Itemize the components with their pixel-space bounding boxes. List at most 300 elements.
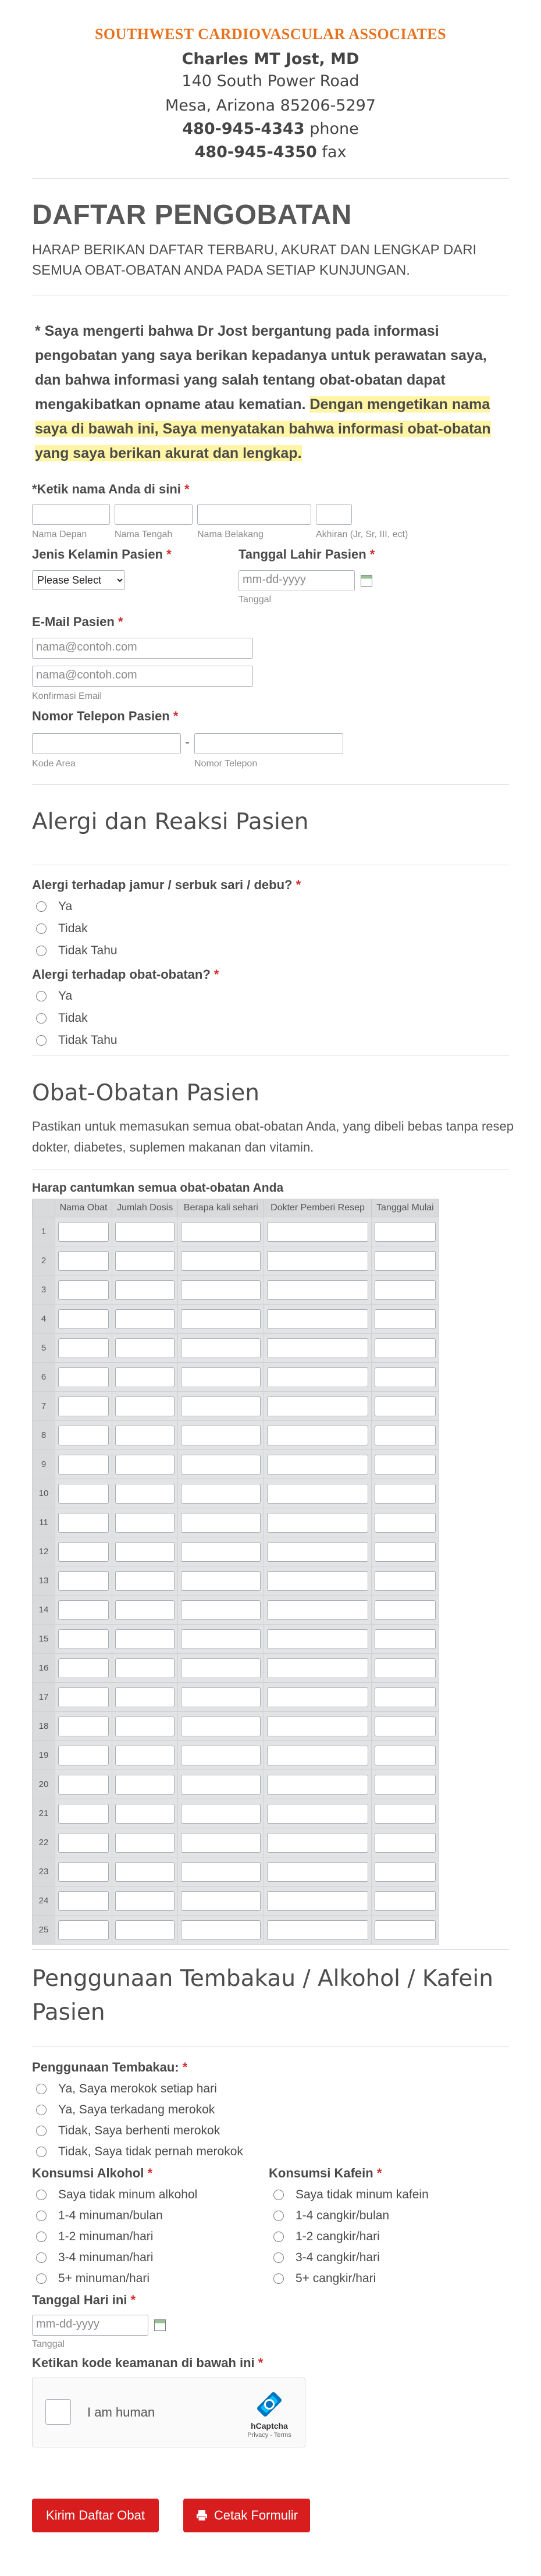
table-body — [33, 1217, 439, 1945]
table-cell — [112, 1857, 178, 1886]
row-number: 10 — [33, 1479, 55, 1508]
medication-cell-input[interactable] — [267, 1804, 368, 1824]
medication-cell-input[interactable] — [375, 1222, 436, 1242]
radio-circle[interactable] — [36, 2252, 47, 2263]
table-cell — [55, 1712, 112, 1741]
table-cell — [371, 1625, 439, 1654]
option-label: Ya — [58, 989, 73, 1003]
row-number: 22 — [33, 1828, 55, 1857]
medication-cell-input[interactable] — [375, 1367, 436, 1387]
row-number: 4 — [33, 1305, 55, 1334]
table-cell — [371, 1421, 439, 1450]
medication-cell-input[interactable] — [375, 1397, 436, 1416]
medication-cell-input[interactable] — [375, 1862, 436, 1882]
phone-number-sublabel: Nomor Telepon — [194, 759, 258, 769]
caffeine-label-text: Konsumsi Kafein — [269, 2166, 373, 2180]
medication-cell-input[interactable] — [181, 1367, 261, 1387]
table-cell — [112, 1275, 178, 1305]
medication-cell-input[interactable] — [267, 1251, 368, 1271]
alcohol-option[interactable] — [36, 2251, 153, 2265]
medication-cell-input[interactable] — [375, 1513, 436, 1533]
medication-cell-input[interactable] — [58, 1629, 109, 1649]
medication-cell-input[interactable] — [58, 1397, 109, 1416]
medication-cell-input[interactable] — [115, 1338, 175, 1358]
middle-name-input[interactable] — [115, 504, 193, 525]
required-asterisk: * — [213, 967, 219, 982]
table-row — [33, 1625, 439, 1654]
table-cell — [371, 1392, 439, 1421]
gender-label — [32, 547, 172, 562]
medication-cell-input[interactable] — [181, 1600, 261, 1620]
medication-cell-input[interactable] — [181, 1426, 261, 1445]
table-row — [33, 1596, 439, 1625]
medication-cell-input[interactable] — [58, 1309, 109, 1329]
divider — [32, 784, 509, 785]
consent-statement — [35, 319, 500, 466]
medication-cell-input[interactable] — [181, 1804, 261, 1824]
medication-cell-input[interactable] — [58, 1891, 109, 1911]
radio-circle[interactable] — [273, 2273, 284, 2284]
table-cell — [112, 1625, 178, 1654]
table-cell — [178, 1625, 264, 1654]
meds-section-title: Obat-Obatan Pasien — [32, 1080, 259, 1106]
option-label: Tidak — [58, 922, 88, 935]
calendar-icon[interactable] — [361, 575, 372, 587]
print-icon — [195, 2509, 208, 2522]
radio-circle[interactable] — [273, 2211, 284, 2221]
radio-circle[interactable] — [273, 2232, 284, 2242]
radio-circle[interactable] — [36, 923, 47, 934]
medication-cell-input[interactable] — [375, 1746, 436, 1765]
captcha-checkbox[interactable] — [45, 2399, 71, 2425]
page-title: DAFTAR PENGOBATAN — [32, 200, 352, 230]
table-cell — [55, 1625, 112, 1654]
medication-cell-input[interactable] — [181, 1280, 261, 1300]
medication-cell-input[interactable] — [181, 1222, 261, 1242]
table-cell — [264, 1363, 371, 1392]
medication-cell-input[interactable] — [58, 1367, 109, 1387]
table-cell — [178, 1246, 264, 1275]
medication-cell-input[interactable] — [375, 1775, 436, 1795]
caffeine-option[interactable] — [273, 2272, 376, 2286]
medication-cell-input[interactable] — [181, 1571, 261, 1591]
medication-cell-input[interactable] — [115, 1862, 175, 1882]
medication-cell-input[interactable] — [58, 1484, 109, 1504]
table-cell — [264, 1712, 371, 1741]
medication-cell-input[interactable] — [181, 1309, 261, 1329]
option-label: 5+ cangkir/hari — [296, 2272, 376, 2285]
option-label: Saya tidak minum kafein — [296, 2188, 429, 2201]
medication-cell-input[interactable] — [375, 1251, 436, 1271]
medication-cell-input[interactable] — [267, 1280, 368, 1300]
medication-cell-input[interactable] — [375, 1687, 436, 1707]
medication-cell-input[interactable] — [375, 1542, 436, 1562]
medication-cell-input[interactable] — [181, 1658, 261, 1678]
allergy-drug-option-unknown[interactable] — [36, 1033, 118, 1047]
table-cell — [264, 1654, 371, 1683]
radio-circle[interactable] — [36, 2211, 47, 2221]
table-cell — [112, 1537, 178, 1566]
allergy-env-option-unknown[interactable] — [36, 944, 118, 958]
address-line-2: Mesa, Arizona 85206-5297 — [165, 97, 376, 115]
row-number: 16 — [33, 1654, 55, 1683]
table-cell — [178, 1537, 264, 1566]
allergy-env-option-yes[interactable] — [36, 900, 72, 914]
medication-cell-input[interactable] — [58, 1542, 109, 1562]
option-label: Tidak Tahu — [58, 944, 118, 957]
medication-cell-input[interactable] — [58, 1833, 109, 1853]
column-header: Berapa kali sehari — [178, 1199, 264, 1217]
medication-cell-input[interactable] — [58, 1600, 109, 1620]
medication-cell-input[interactable] — [115, 1367, 175, 1387]
medication-cell-input[interactable] — [267, 1222, 368, 1242]
table-cell — [371, 1741, 439, 1770]
table-cell — [178, 1363, 264, 1392]
medication-cell-input[interactable] — [375, 1309, 436, 1329]
medication-cell-input[interactable] — [115, 1891, 175, 1911]
medication-cell-input[interactable] — [115, 1571, 175, 1591]
required-asterisk: * — [376, 2166, 382, 2180]
medication-cell-input[interactable] — [58, 1687, 109, 1707]
medication-cell-input[interactable] — [267, 1338, 368, 1358]
medication-cell-input[interactable] — [58, 1775, 109, 1795]
medication-cell-input[interactable] — [267, 1891, 368, 1911]
medication-cell-input[interactable] — [115, 1600, 175, 1620]
table-cell — [264, 1508, 371, 1537]
table-cell — [112, 1916, 178, 1945]
medication-cell-input[interactable] — [58, 1571, 109, 1591]
medication-cell-input[interactable] — [115, 1484, 175, 1504]
medication-cell-input[interactable] — [375, 1920, 436, 1940]
medication-cell-input[interactable] — [58, 1222, 109, 1242]
medication-cell-input[interactable] — [115, 1833, 175, 1853]
doctor-name: Charles MT Jost, MD — [181, 50, 360, 68]
medication-cell-input[interactable] — [58, 1862, 109, 1882]
medication-cell-input[interactable] — [181, 1687, 261, 1707]
medication-cell-input[interactable] — [181, 1542, 261, 1562]
medication-cell-input[interactable] — [115, 1717, 175, 1736]
phone-label: phone — [309, 120, 359, 138]
required-asterisk: * — [173, 709, 179, 723]
table-cell — [371, 1537, 439, 1566]
medication-cell-input[interactable] — [375, 1717, 436, 1736]
table-cell — [264, 1828, 371, 1857]
email-confirm-input[interactable]: nama@contoh.com — [32, 666, 253, 687]
tobacco-option[interactable] — [36, 2103, 215, 2117]
table-cell — [371, 1217, 439, 1246]
medication-cell-input[interactable] — [58, 1658, 109, 1678]
medication-cell-input[interactable] — [115, 1309, 175, 1329]
medication-cell-input[interactable] — [181, 1455, 261, 1474]
medication-cell-input[interactable] — [181, 1717, 261, 1736]
allergy-section-title: Alergi dan Reaksi Pasien — [32, 809, 309, 835]
medication-cell-input[interactable] — [181, 1862, 261, 1882]
table-cell — [178, 1421, 264, 1450]
calendar-icon[interactable] — [154, 2319, 166, 2331]
medication-cell-input[interactable] — [375, 1658, 436, 1678]
medication-cell-input[interactable] — [375, 1571, 436, 1591]
meds-description: Pastikan untuk memasukan semua obat-obatan Anda, yang dibeli bebas tanpa resep dokter, diabetes, suplemen makanan dan vitamin. — [32, 1119, 514, 1154]
radio-circle[interactable] — [36, 2273, 47, 2284]
row-number: 1 — [33, 1217, 55, 1246]
table-cell — [55, 1392, 112, 1421]
medication-cell-input[interactable] — [267, 1687, 368, 1707]
medication-cell-input[interactable] — [58, 1426, 109, 1445]
table-cell — [55, 1886, 112, 1916]
medication-cell-input[interactable] — [267, 1309, 368, 1329]
table-cell — [112, 1683, 178, 1712]
table-row — [33, 1916, 439, 1945]
radio-circle[interactable] — [273, 2252, 284, 2263]
medication-cell-input[interactable] — [58, 1338, 109, 1358]
radio-circle[interactable] — [36, 901, 47, 912]
medication-cell-input[interactable] — [115, 1687, 175, 1707]
radio-circle[interactable] — [36, 946, 47, 956]
table-cell — [178, 1479, 264, 1508]
print-button[interactable] — [183, 2499, 310, 2532]
fax-label: fax — [322, 143, 347, 161]
option-label: Ya — [58, 900, 73, 913]
dob-label — [239, 547, 375, 562]
table-cell — [264, 1450, 371, 1479]
suffix-sublabel: Akhiran (Jr, Sr, III, ect) — [316, 530, 408, 539]
table-cell — [264, 1537, 371, 1566]
medication-cell-input[interactable] — [58, 1717, 109, 1736]
tobacco-label-text: Penggunaan Tembakau: — [32, 2060, 179, 2074]
medication-cell-input[interactable] — [375, 1600, 436, 1620]
caffeine-option[interactable] — [273, 2251, 380, 2265]
row-number-header — [33, 1199, 55, 1217]
medication-cell-input[interactable] — [115, 1426, 175, 1445]
table-cell — [55, 1421, 112, 1450]
medication-cell-input[interactable] — [375, 1338, 436, 1358]
row-number: 6 — [33, 1363, 55, 1392]
table-cell — [264, 1305, 371, 1334]
hcaptcha-links[interactable]: Privacy - Terms — [247, 2432, 291, 2439]
row-number: 9 — [33, 1450, 55, 1479]
medication-cell-input[interactable] — [375, 1484, 436, 1504]
medication-cell-input[interactable] — [181, 1513, 261, 1533]
phone-number-input[interactable] — [194, 733, 343, 754]
table-cell — [371, 1363, 439, 1392]
hcaptcha-brand: hCaptcha — [251, 2421, 288, 2431]
table-cell — [264, 1392, 371, 1421]
caffeine-label — [269, 2166, 382, 2181]
area-code-input[interactable] — [32, 733, 181, 754]
medication-cell-input[interactable] — [267, 1629, 368, 1649]
medication-cell-input[interactable] — [267, 1746, 368, 1765]
medication-cell-input[interactable] — [115, 1222, 175, 1242]
medication-cell-input[interactable] — [267, 1513, 368, 1533]
row-number: 17 — [33, 1683, 55, 1712]
phone-label — [32, 709, 178, 724]
dob-label-text: Tanggal Lahir Pasien — [239, 547, 366, 562]
medication-cell-input[interactable] — [115, 1629, 175, 1649]
medication-cell-input[interactable] — [375, 1455, 436, 1474]
required-asterisk: * — [118, 614, 123, 629]
medication-cell-input[interactable] — [375, 1426, 436, 1445]
medication-cell-input[interactable] — [58, 1513, 109, 1533]
option-label: Ya, Saya terkadang merokok — [58, 2103, 215, 2116]
table-cell — [178, 1857, 264, 1886]
alcohol-option[interactable] — [36, 2230, 153, 2244]
divider — [32, 178, 509, 179]
medication-cell-input[interactable] — [115, 1251, 175, 1271]
gender-label-text: Jenis Kelamin Pasien — [32, 547, 163, 562]
medication-cell-input[interactable] — [115, 1513, 175, 1533]
page-subtitle: HARAP BERIKAN DAFTAR TERBARU, AKURAT DAN LENGKAP DARI SEMUA OBAT-OBATAN ANDA PADA SETIAP KUNJUNGAN. — [32, 242, 477, 278]
radio-circle[interactable] — [36, 1013, 47, 1024]
tobacco-option[interactable] — [36, 2124, 220, 2138]
medication-cell-input[interactable] — [181, 1251, 261, 1271]
today-date-input[interactable]: mm-dd-yyyy — [32, 2315, 148, 2336]
table-row — [33, 1886, 439, 1916]
radio-circle[interactable] — [36, 1035, 47, 1046]
allergy-environment-label — [32, 877, 301, 893]
practice-name: SOUTHWEST CARDIOVASCULAR ASSOCIATES — [94, 26, 447, 42]
medication-cell-input[interactable] — [267, 1717, 368, 1736]
medication-cell-input[interactable] — [58, 1746, 109, 1765]
alcohol-option[interactable] — [36, 2209, 163, 2223]
allergy-drug-option-yes[interactable] — [36, 989, 72, 1003]
required-asterisk: * — [147, 2166, 152, 2180]
table-header-row — [33, 1199, 439, 1217]
table-cell — [55, 1596, 112, 1625]
table-cell — [55, 1275, 112, 1305]
last-name-input[interactable] — [197, 504, 311, 525]
medication-cell-input[interactable] — [58, 1455, 109, 1474]
table-cell — [371, 1770, 439, 1799]
option-label: 3-4 cangkir/hari — [296, 2251, 380, 2264]
alcohol-option[interactable] — [36, 2272, 150, 2286]
radio-circle[interactable] — [273, 2190, 284, 2200]
medication-cell-input[interactable] — [267, 1833, 368, 1853]
radio-circle[interactable] — [36, 2084, 47, 2094]
allergy-drug-option-no[interactable] — [36, 1011, 88, 1025]
medication-cell-input[interactable] — [115, 1658, 175, 1678]
medication-cell-input[interactable] — [267, 1920, 368, 1940]
medication-cell-input[interactable] — [267, 1600, 368, 1620]
tobacco-option[interactable] — [36, 2145, 243, 2159]
caffeine-option[interactable] — [273, 2209, 389, 2223]
medication-cell-input[interactable] — [267, 1775, 368, 1795]
table-cell — [55, 1305, 112, 1334]
alcohol-label — [32, 2166, 152, 2181]
medication-cell-input[interactable] — [181, 1338, 261, 1358]
medication-cell-input[interactable] — [115, 1397, 175, 1416]
table-row — [33, 1712, 439, 1741]
radio-circle[interactable] — [36, 2105, 47, 2115]
medication-cell-input[interactable] — [267, 1658, 368, 1678]
medication-cell-input[interactable] — [115, 1804, 175, 1824]
option-label: Tidak — [58, 1011, 88, 1025]
table-cell — [112, 1828, 178, 1857]
radio-circle[interactable] — [36, 2126, 47, 2136]
table-cell — [264, 1625, 371, 1654]
caffeine-option[interactable] — [273, 2230, 380, 2244]
tobacco-option[interactable] — [36, 2082, 217, 2096]
phone-line — [0, 120, 541, 138]
table-cell — [178, 1508, 264, 1537]
medication-cell-input[interactable] — [115, 1280, 175, 1300]
medication-cell-input[interactable] — [181, 1629, 261, 1649]
medication-cell-input[interactable] — [375, 1891, 436, 1911]
medication-cell-input[interactable] — [267, 1571, 368, 1591]
medication-cell-input[interactable] — [58, 1251, 109, 1271]
practice-fax: 480-945-4350 — [194, 143, 317, 161]
medication-cell-input[interactable] — [58, 1920, 109, 1940]
medication-cell-input[interactable] — [181, 1397, 261, 1416]
medication-cell-input[interactable] — [58, 1280, 109, 1300]
table-cell — [178, 1217, 264, 1246]
fax-line — [0, 143, 541, 161]
table-cell — [371, 1566, 439, 1596]
medication-cell-input[interactable] — [267, 1455, 368, 1474]
first-name-input[interactable] — [32, 504, 110, 525]
table-row — [33, 1799, 439, 1828]
table-cell — [371, 1275, 439, 1305]
radio-circle[interactable] — [36, 991, 47, 1001]
medication-cell-input[interactable] — [181, 1891, 261, 1911]
print-button-label: Cetak Formulir — [213, 2508, 298, 2522]
table-cell — [112, 1217, 178, 1246]
caffeine-option[interactable] — [273, 2188, 429, 2202]
medication-cell-input[interactable] — [181, 1484, 261, 1504]
alcohol-option[interactable] — [36, 2188, 197, 2202]
table-cell — [178, 1392, 264, 1421]
medication-cell-input[interactable] — [267, 1367, 368, 1387]
medication-cell-input[interactable] — [375, 1280, 436, 1300]
table-row — [33, 1421, 439, 1450]
table-cell — [112, 1246, 178, 1275]
table-cell — [264, 1741, 371, 1770]
radio-circle[interactable] — [36, 2232, 47, 2242]
medication-cell-input[interactable] — [115, 1775, 175, 1795]
medication-cell-input[interactable] — [375, 1629, 436, 1649]
medication-cell-input[interactable] — [267, 1484, 368, 1504]
row-number: 3 — [33, 1275, 55, 1305]
medication-cell-input[interactable] — [181, 1775, 261, 1795]
allergy-env-option-no[interactable] — [36, 922, 88, 936]
medication-cell-input[interactable] — [181, 1746, 261, 1765]
medication-cell-input[interactable] — [115, 1746, 175, 1765]
table-cell — [55, 1508, 112, 1537]
medication-cell-input[interactable] — [375, 1804, 436, 1824]
required-asterisk: * — [296, 877, 301, 892]
suffix-input[interactable] — [316, 504, 352, 525]
medication-cell-input[interactable] — [267, 1862, 368, 1882]
medication-cell-input[interactable] — [375, 1833, 436, 1853]
medication-cell-input[interactable] — [115, 1455, 175, 1474]
medication-cell-input[interactable] — [181, 1920, 261, 1940]
medication-cell-input[interactable] — [267, 1397, 368, 1416]
medication-cell-input[interactable] — [181, 1833, 261, 1853]
medication-cell-input[interactable] — [267, 1426, 368, 1445]
dob-input[interactable]: mm-dd-yyyy — [239, 570, 355, 591]
email-input[interactable]: nama@contoh.com — [32, 638, 253, 659]
radio-circle[interactable] — [36, 2147, 47, 2157]
medication-cell-input[interactable] — [115, 1920, 175, 1940]
gender-select[interactable] — [32, 570, 125, 590]
medication-cell-input[interactable] — [58, 1804, 109, 1824]
submit-button[interactable]: Kirim Daftar Obat — [32, 2499, 159, 2532]
medication-cell-input[interactable] — [267, 1542, 368, 1562]
table-cell — [178, 1566, 264, 1596]
table-row — [33, 1392, 439, 1421]
radio-circle[interactable] — [36, 2190, 47, 2200]
table-row — [33, 1217, 439, 1246]
medication-cell-input[interactable] — [115, 1542, 175, 1562]
